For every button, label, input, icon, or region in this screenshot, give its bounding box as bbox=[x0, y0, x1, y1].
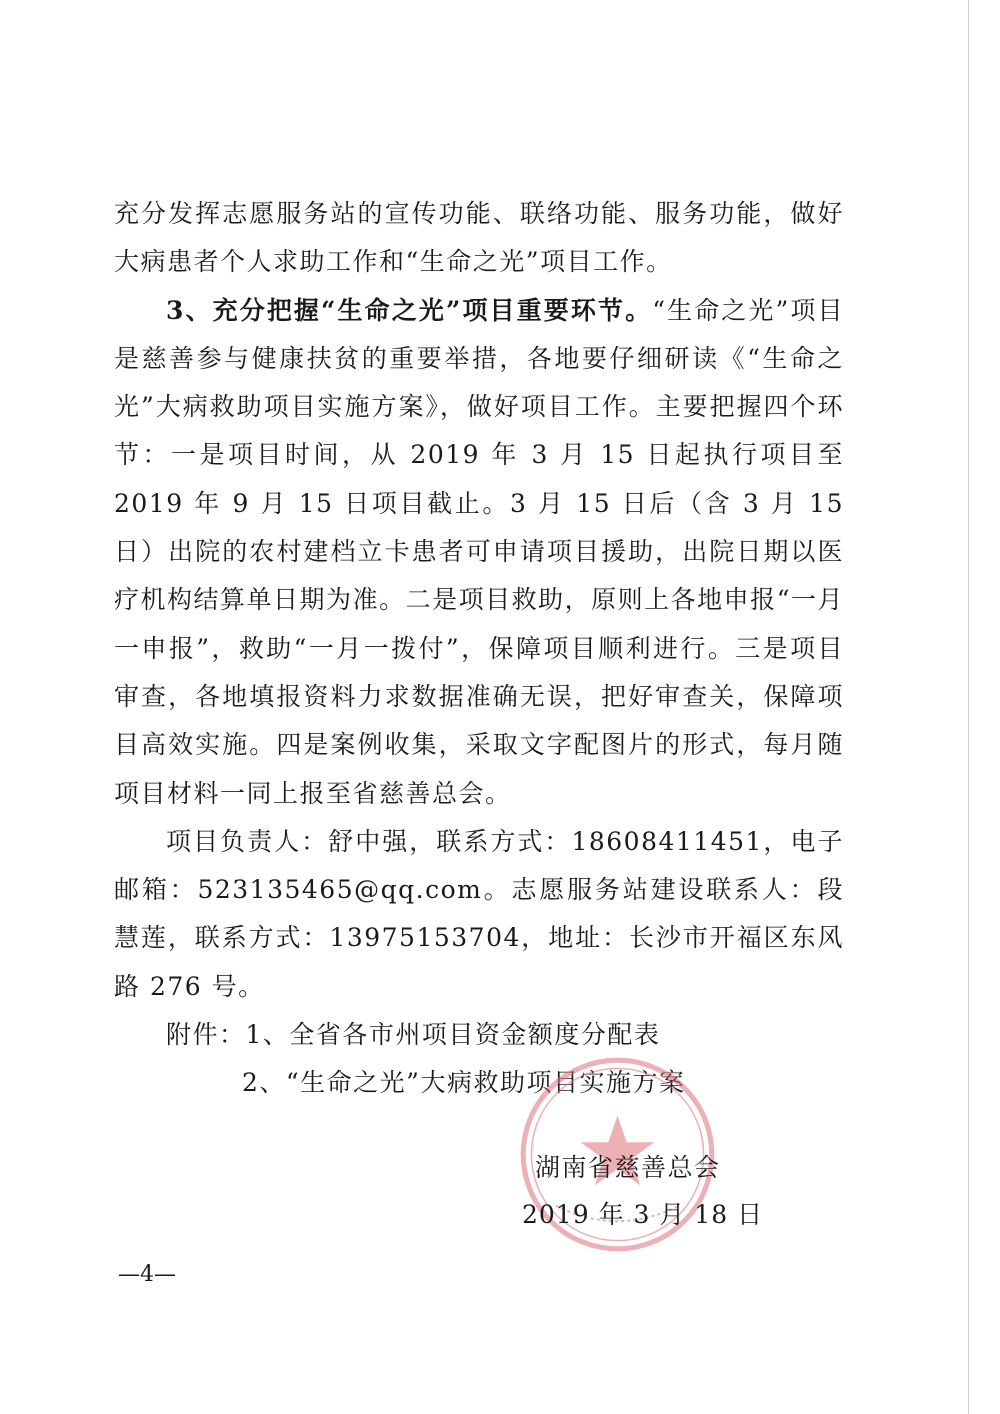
paragraph-1: 充分发挥志愿服务站的宣传功能、联络功能、服务功能，做好大病患者个人求助工作和“生命之光”项目工作。 bbox=[114, 199, 844, 277]
document-body bbox=[114, 190, 844, 1108]
page-number: —4— bbox=[118, 1262, 176, 1287]
attachment-1: 附件：1、全省各市州项目资金额度分配表 bbox=[166, 1020, 661, 1050]
issuing-organization: 湖南省慈善总会 bbox=[535, 1153, 721, 1182]
issue-date: 2019 年 3 月 18 日 bbox=[522, 1200, 764, 1229]
section-3-heading: 3、充分把握“生命之光”项目重要环节。 bbox=[166, 295, 653, 325]
section-3-text: “生命之光”项目是慈善参与健康扶贫的重要举措，各地要仔细研读《“生命之光”大病救助项目实施方案》，做好项目工作。主要把握四个环节：一是项目时间，从 2019 年 3 月 15 日起执行项目至 2019 年 9 月 15 日项目截止。3 月 15 日后（含 3 月 15 日）出院的农村建档立卡患者可申请项目援助，出院日期以医疗机构结算单日期为准。二是项目救助，原则上各地申报“一月一申报”，救助“一月一拨付”，保障项目顺利进行。三是项目审查，各地填报资料力求数据准确无误，把好审查关，保障项目高效实施。四是案例收集，采取文字配图片的形式，每月随项目材料一同上报至省慈善总会。 bbox=[114, 295, 845, 808]
paragraph-2 bbox=[114, 287, 844, 818]
contact-paragraph: 项目负责人：舒中强，联系方式：18608411451，电子邮箱：523135465@qq.com。志愿服务站建设联系人：段慧莲，联系方式：13975153704，地址：长沙市开福区东风路 276 号。 bbox=[114, 826, 844, 1001]
page-edge-line bbox=[968, 0, 969, 1414]
attachment-2: 2、“生命之光”大病救助项目实施方案 bbox=[242, 1068, 686, 1098]
